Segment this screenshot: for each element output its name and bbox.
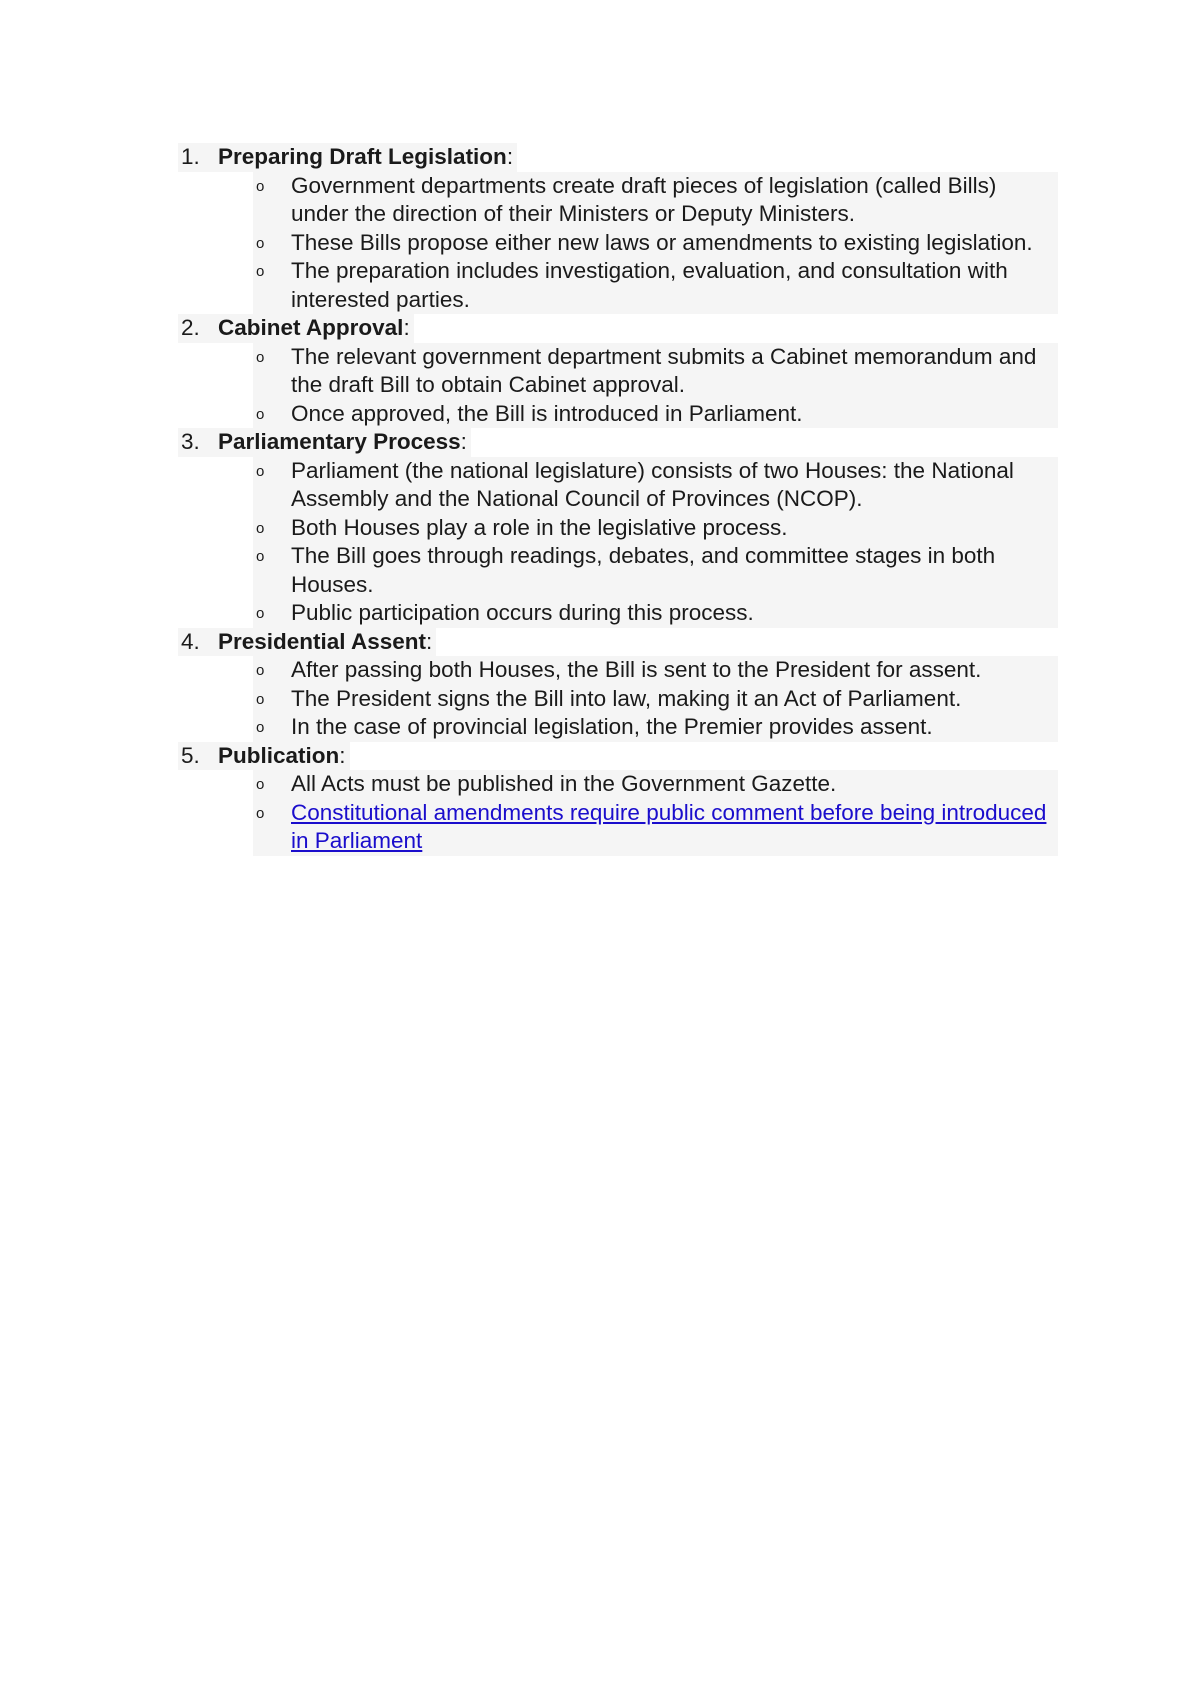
sub-item-text: These Bills propose either new laws or amendments to existing legislation.	[291, 229, 1033, 255]
sub-list-item	[253, 713, 1058, 742]
step-number: 5.	[181, 742, 200, 768]
constitutional-amendments-link[interactable]: Constitutional amendments require public comment before being introduced in Parliament	[291, 799, 1047, 853]
sub-list	[253, 457, 1058, 628]
step-title: Preparing Draft Legislation	[218, 144, 507, 169]
sub-list-item	[253, 229, 1058, 258]
step-number: 2.	[181, 315, 200, 340]
sub-item-text: The President signs the Bill into law, making it an Act of Parliament.	[291, 685, 962, 711]
step-title: Parliamentary Process	[218, 429, 461, 454]
bullet-icon: o	[256, 804, 265, 822]
bullet-icon: o	[256, 177, 265, 195]
list-item-publication	[178, 742, 1058, 856]
bullet-icon: o	[256, 348, 265, 366]
step-heading	[178, 314, 414, 343]
step-title: Presidential Assent	[218, 628, 426, 654]
sub-item-text: After passing both Houses, the Bill is sent to the President for assent.	[291, 657, 982, 682]
sub-list	[253, 656, 1058, 742]
bullet-icon: o	[256, 662, 265, 679]
sub-list-item	[253, 257, 1058, 314]
step-number: 4.	[181, 628, 200, 654]
sub-item-text: Once approved, the Bill is introduced in Parliament.	[291, 400, 803, 426]
bullet-icon: o	[256, 462, 265, 480]
bullet-icon: o	[256, 605, 265, 622]
sub-list	[253, 343, 1058, 429]
list-item-preparing-draft-legislation	[178, 143, 1058, 314]
bullet-icon: o	[256, 719, 265, 736]
bullet-icon: o	[256, 519, 265, 537]
sub-item-text: The preparation includes investigation, evaluation, and consultation with interested parties.	[291, 258, 1008, 312]
sub-item-text: Both Houses play a role in the legislative process.	[291, 514, 788, 540]
sub-list-item	[253, 542, 1058, 599]
sub-item-text: The Bill goes through readings, debates, and committee stages in both Houses.	[291, 543, 996, 597]
bullet-icon: o	[256, 548, 265, 565]
sub-list-item	[253, 685, 1058, 714]
bullet-icon: o	[256, 776, 265, 793]
sub-list	[253, 172, 1058, 315]
step-heading	[178, 628, 436, 657]
step-number: 1.	[181, 144, 200, 169]
sub-list-item	[253, 770, 1058, 799]
sub-item-text: In the case of provincial legislation, the Premier provides assent.	[291, 714, 933, 739]
sub-list-item	[253, 172, 1058, 229]
sub-list-item	[253, 457, 1058, 514]
sub-list-item	[253, 343, 1058, 400]
sub-item-text: Government departments create draft pieces of legislation (called Bills) under the direction of their Ministers or Deputy Ministers.	[291, 172, 997, 226]
document-body	[178, 143, 1058, 856]
sub-item-text: Public participation occurs during this process.	[291, 600, 754, 625]
list-item-cabinet-approval	[178, 314, 1058, 428]
step-colon: :	[339, 742, 346, 768]
step-title: Publication	[218, 742, 340, 768]
step-heading	[178, 143, 517, 172]
step-heading	[178, 428, 471, 457]
step-title: Cabinet Approval	[218, 315, 404, 340]
sub-item-text: All Acts must be published in the Government Gazette.	[291, 771, 837, 796]
step-colon: :	[426, 628, 433, 654]
step-colon: :	[460, 429, 467, 454]
sub-list-item	[253, 400, 1058, 429]
bullet-icon: o	[256, 690, 265, 708]
step-colon: :	[506, 144, 514, 169]
step-number: 3.	[181, 429, 200, 454]
step-colon: :	[403, 315, 410, 340]
sub-list-item	[253, 656, 1058, 685]
bullet-icon: o	[256, 263, 265, 280]
sub-list-item	[253, 514, 1058, 543]
sub-list-item	[253, 599, 1058, 628]
sub-item-text: Parliament (the national legislature) consists of two Houses: the National Assembly and the National Council of Provinces (NCOP).	[291, 457, 1014, 511]
sub-item-text: The relevant government department submits a Cabinet memorandum and the draft Bill to obtain Cabinet approval.	[291, 343, 1037, 397]
bullet-icon: o	[256, 234, 265, 252]
sub-list	[253, 770, 1058, 856]
list-item-parliamentary-process	[178, 428, 1058, 628]
bullet-icon: o	[256, 405, 265, 423]
step-heading	[178, 742, 350, 771]
list-item-presidential-assent	[178, 628, 1058, 742]
sub-list-item	[253, 799, 1058, 856]
